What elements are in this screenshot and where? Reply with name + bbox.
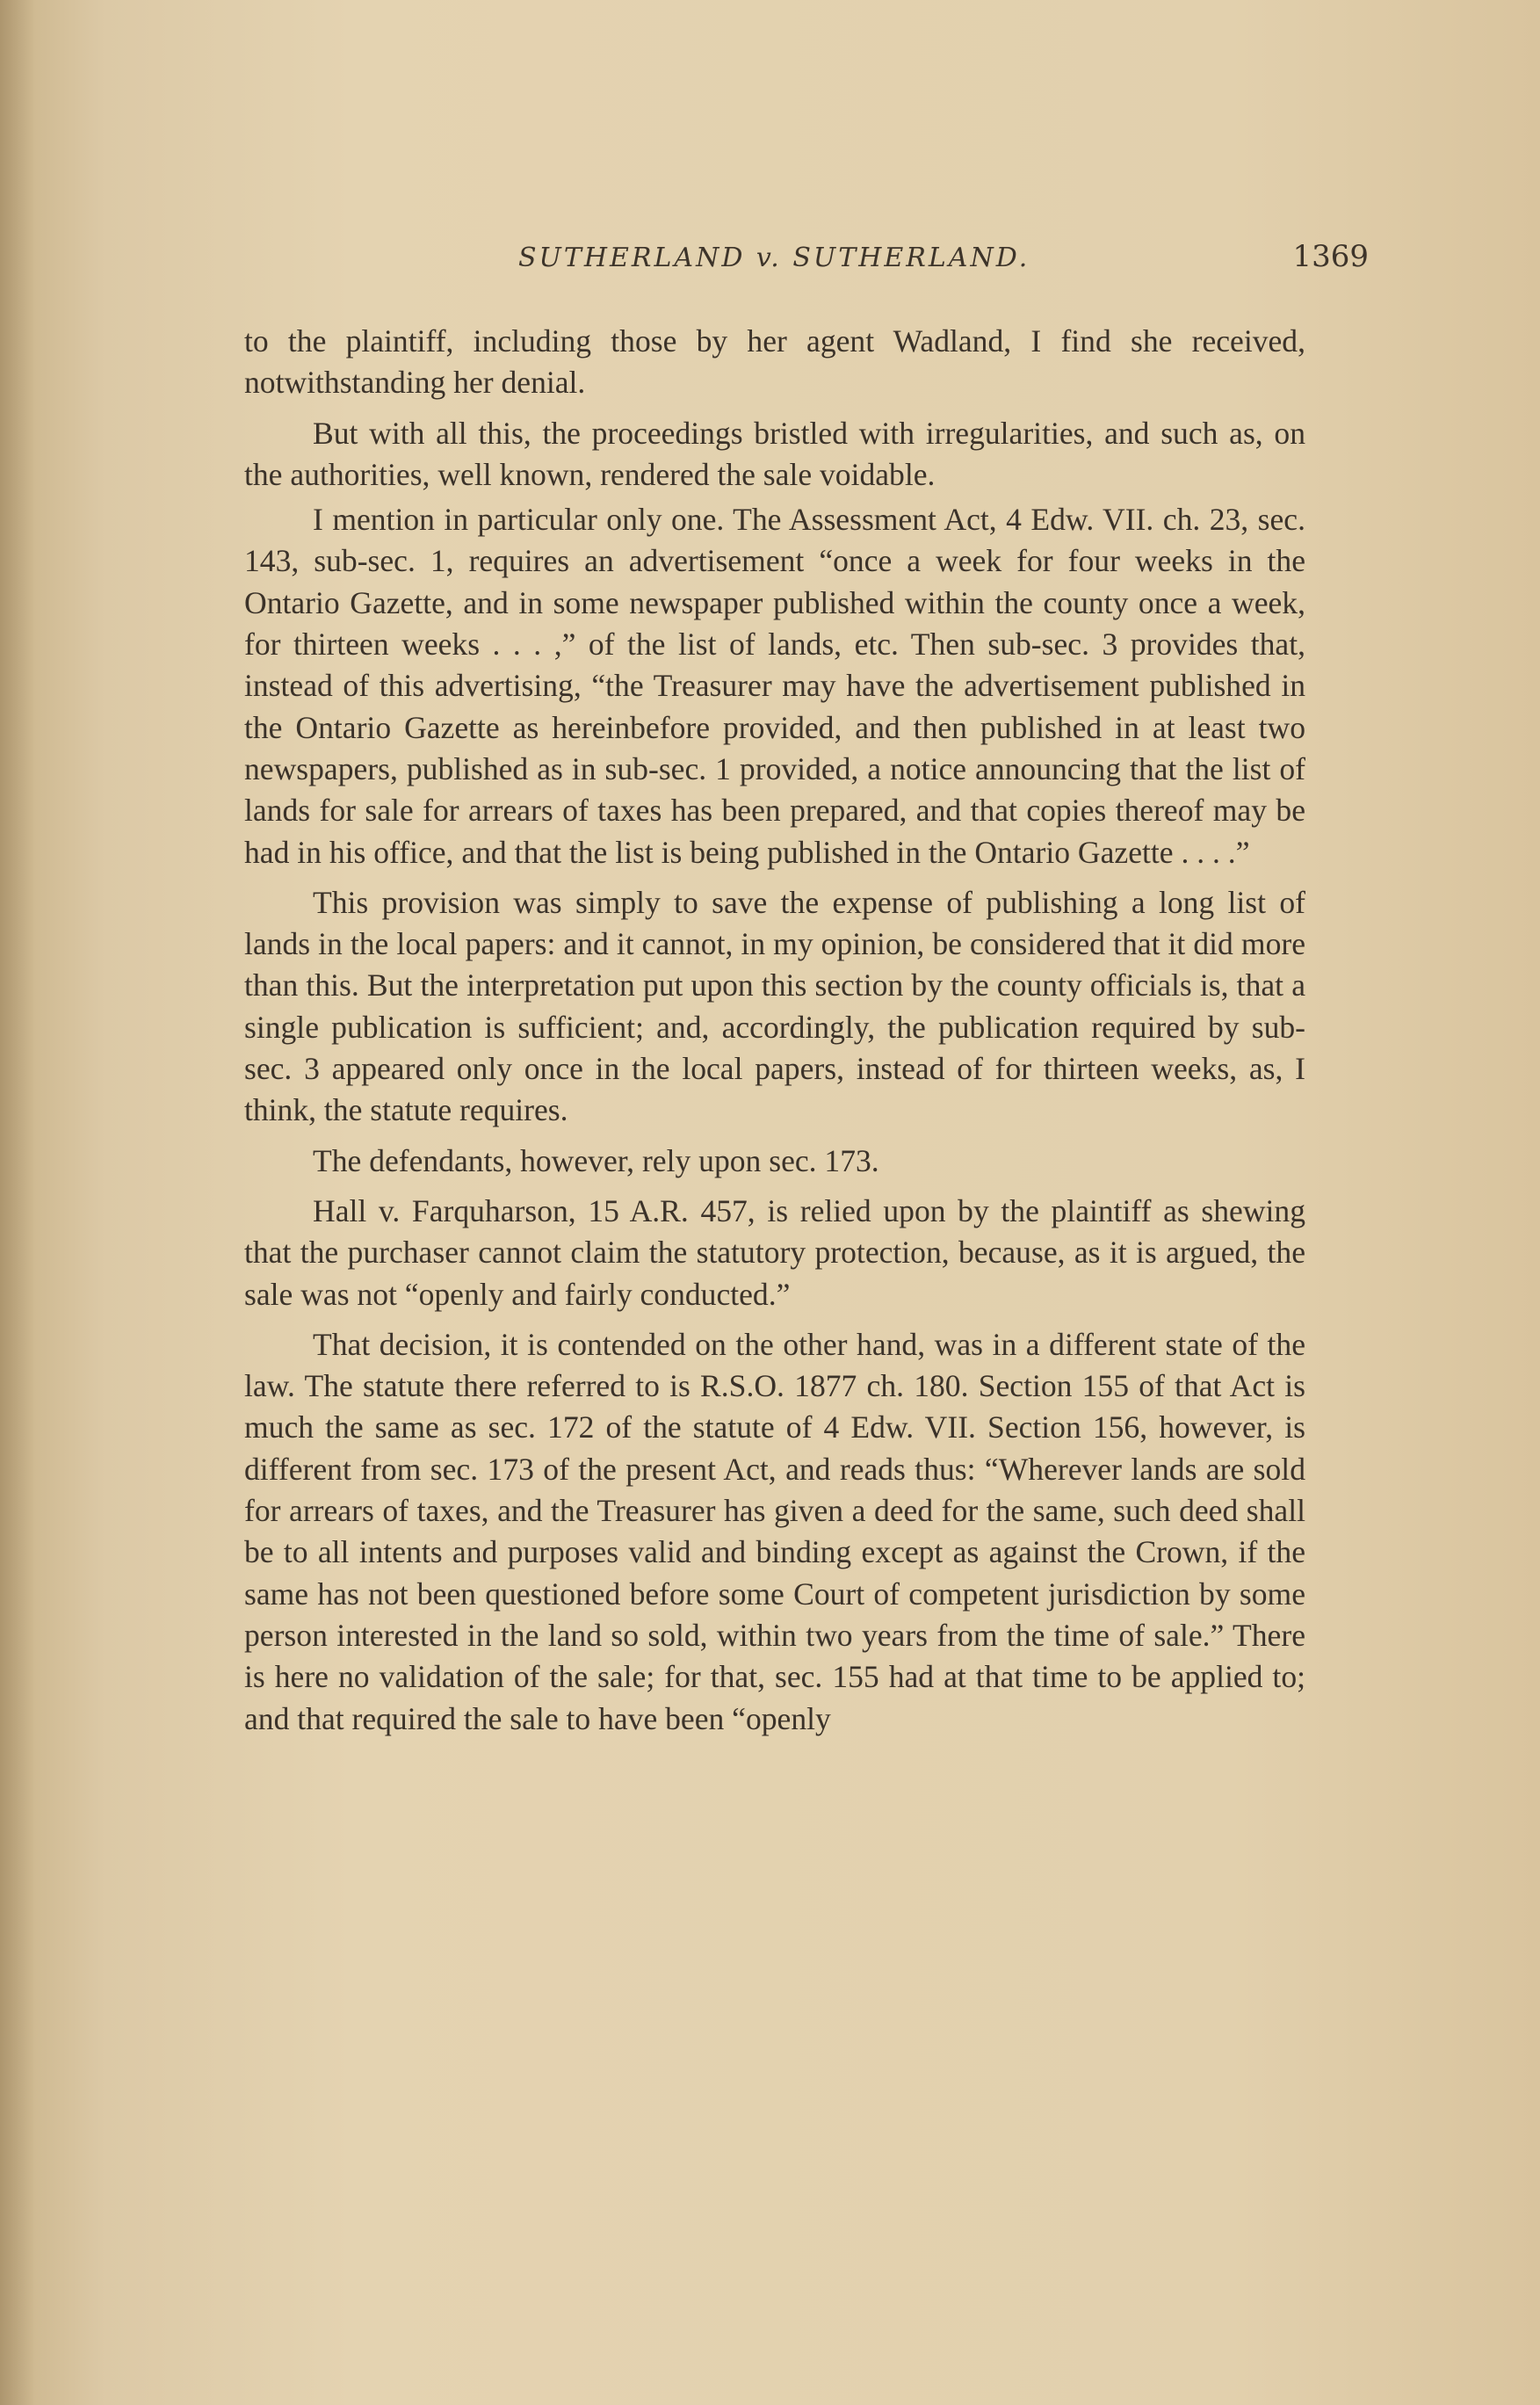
paragraph: I mention in particular only one. The Assessment Act, 4 Edw. VII. ch. 23, sec. 143, sub-sec. 1, requires an advertisement “once a week for four weeks in the Ontario Gazette, and in some newspaper published within the county once a week, for thirteen weeks . . . ,” of the list of lands, etc. Then sub-sec. 3 provides that, instead of this advertising, “the Treasurer may have the advertisement published in the Ontario Gazette as hereinbefore provided, and then published in at least two newspapers, published as in sub-sec. 1 provided, a notice announcing that the list of lands for sale for arrears of taxes has been prepared, and that copies thereof may be had in his office, and that the list is being published in the Ontario Gazette . . . .” [244,502,1305,870]
page-header [246,235,1369,288]
page-number: 1369 [1292,239,1369,274]
paragraph: Hall v. Farquharson, 15 A.R. 457, is relied upon by the plaintiff as shewing that the purchaser cannot claim the statutory protection, because, as it is argued, the sale was not “openly and fairly conducted.” [244,1192,1305,1312]
paragraph: This provision was simply to save the expense of publishing a long list of lands in the local papers: and it cannot, in my opinion, be considered that it did more than this. But the interpretation put upon this section by the county officials is, that a single publication is sufficient; and, accordingly, the publication required by sub-sec. 3 appeared only once in the local papers, instead of for thirteen weeks, as, I think, the statute requires. [244,884,1305,1128]
paragraph: to the plaintiff, including those by her agent Wadland, I find she received, notwithstanding her denial. [244,323,1305,401]
binding-shadow [0,0,35,2405]
body-text [244,321,1305,1740]
running-head: SUTHERLAND v. SUTHERLAND. [518,243,1030,273]
paragraph: But with all this, the proceedings bristled with irregularities, and such as, on the authorities, well known, rendered the sale voidable. [244,415,1305,492]
paragraph: The defendants, however, rely upon sec. 173. [313,1142,879,1178]
paragraph: That decision, it is contended on the other hand, was in a different state of the law. The statute there referred to is R.S.O. 1877 ch. 180. Section 155 of that Act is much the same as sec. 172 of the statute of 4 Edw. VII. Section 156, however, is different from sec. 173 of the present Act, and reads thus: “Wherever lands are sold for arrears of taxes, and the Treasurer has given a deed for the same, such deed shall be to all intents and purposes valid and binding except as against the Crown, if the same has not been questioned before some Court of competent jurisdiction by some person interested in the land so sold, within two years from the time of sale.” There is here no validation of the sale; for that, sec. 155 had at that time to be applied to; and that required the sale to have been “openly [244,1326,1305,1736]
